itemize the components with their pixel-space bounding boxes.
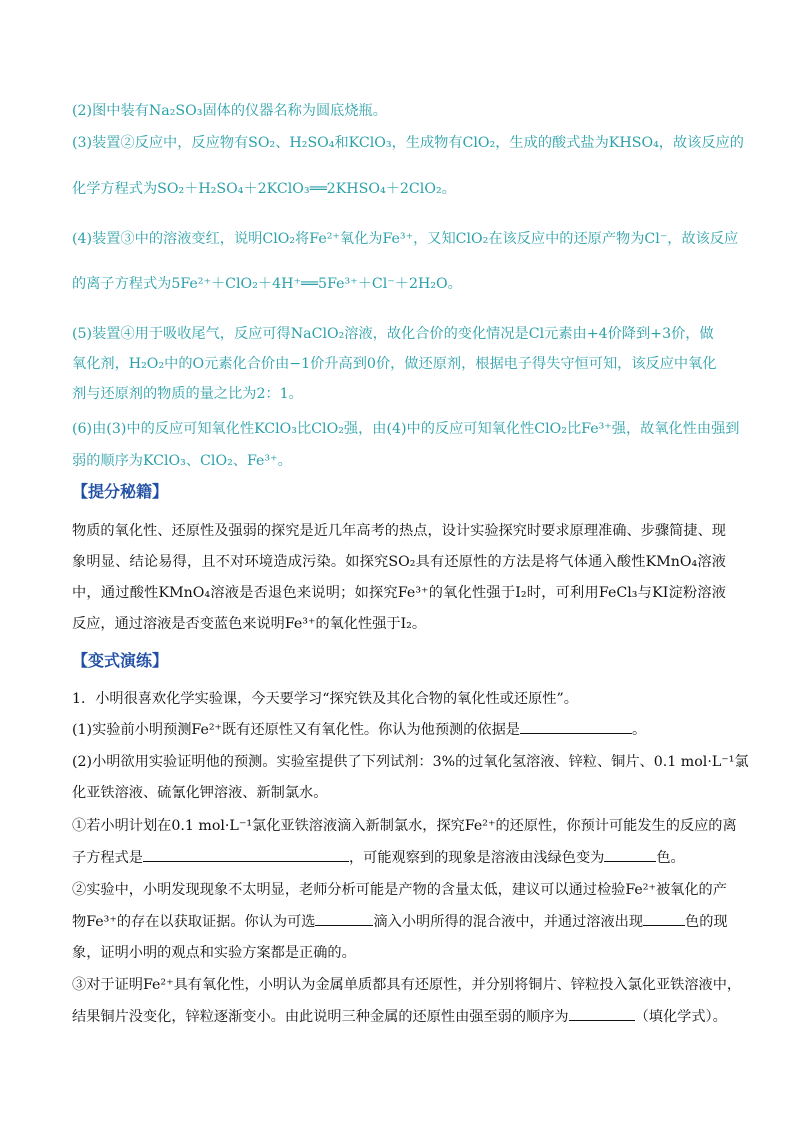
question-1-part-2-line-2: 化亚铁溶液、硫氰化钾溶液、新制氯水。 (72, 785, 328, 801)
answer-part-5: (5)装置④用于吸收尾气，反应可得NaClO₂溶液，故化合价的变化情况是Cl元素由+4价降到+3价，做氧化剂，H₂O₂中的O元素化合价由−1价升高到0价，做还原剂，根据电子得失守恒可知，该反应中氧化剂与还原剂的物质的量之比为2：1。 (72, 326, 717, 402)
tips-heading: 【提分秘籍】 (72, 482, 169, 501)
question-1-sub-2-text-b: 滴入小明所得的混合液中，并通过溶液出现 (373, 914, 644, 930)
question-1-sub-2-line-3: 象，证明小明的观点和实验方案都是正确的。 (72, 945, 356, 961)
question-1-part-1-text: (1)实验前小明预测Fe²⁺既有还原性又有氧化性。你认为他预测的依据是 (72, 722, 520, 738)
question-1-sub-2-text-a: 物Fe³⁺的存在以获取证据。你认为可选 (72, 914, 316, 930)
question-1-sub-1-line-2 (72, 848, 726, 868)
question-1-sub-3-text-b: （填化学式）。 (634, 1009, 727, 1025)
answer-blank-6[interactable] (569, 1020, 635, 1021)
question-1-sub-1-line-1: ①若小明计划在0.1 mol·L⁻¹氯化亚铁溶液滴入新制氯水，探究Fe²⁺的还原性，你预计可能发生的反应的离 (72, 818, 737, 834)
question-1-sub-3-line-1: ③对于证明Fe²⁺具有氧化性，小明认为金属单质都具有还原性，并分别将铜片、锌粒投入氯化亚铁溶液中， (72, 977, 742, 993)
question-1-part-1-end: 。 (632, 722, 647, 738)
question-1-sub-1-text-c: 色。 (656, 850, 685, 866)
answer-blank-4[interactable] (315, 925, 373, 926)
question-1-sub-2-text-c: 色的现 (685, 914, 728, 930)
question-1-part-1 (72, 720, 726, 740)
answer-blank-1[interactable] (520, 733, 632, 734)
question-1-sub-3-line-2 (72, 1007, 726, 1027)
answer-part-3-line-1: (3)装置②反应中，反应物有SO₂、H₂SO₄和KClO₃，生成物有ClO₂，生成的酸式盐为KHSO₄，故该反应的 (72, 135, 744, 151)
answer-part-4-line-1: (4)装置③中的溶液变红，说明ClO₂将Fe²⁺氧化为Fe³⁺，又知ClO₂在该反应中的还原产物为Cl⁻，故该反应 (72, 231, 739, 247)
answer-part-6-line-2: 弱的顺序为KClO₃、ClO₂、Fe³⁺。 (72, 453, 292, 469)
question-1-sub-3-text-a: 结果铜片没变化，锌粒逐渐变小。由此说明三种金属的还原性由强至弱的顺序为 (72, 1009, 569, 1025)
question-1-intro: 1．小明很喜欢化学实验课，今天要学习“探究铁及其化合物的氧化性或还原性”。 (72, 691, 578, 707)
answer-blank-2[interactable] (143, 861, 349, 862)
question-1-sub-2-line-2 (72, 912, 726, 932)
answer-part-2: (2)图中装有Na₂SO₃固体的仪器名称为圆底烧瓶。 (72, 103, 387, 119)
answer-part-4-line-2: 的离子方程式为5Fe²⁺＋ClO₂＋4H⁺══5Fe³⁺＋Cl⁻＋2H₂O。 (72, 276, 462, 292)
answer-part-6-line-1: (6)由(3)中的反应可知氧化性KClO₃比ClO₂强，由(4)中的反应可知氧化性ClO₂比Fe³⁺强，故氧化性由强到 (72, 421, 740, 437)
question-1-sub-2-line-1: ②实验中，小明发现现象不太明显，老师分析可能是产物的含量太低，建议可以通过检验Fe²⁺被氧化的产 (72, 882, 727, 898)
question-1-sub-1-text-a: 子方程式是 (72, 850, 143, 866)
question-1-part-2-line-1: (2)小明欲用实验证明他的预测。实验室提供了下列试剂：3%的过氧化氢溶液、锌粒、铜片、0.1 mol·L⁻¹氯 (72, 754, 749, 770)
answer-blank-3[interactable] (604, 861, 656, 862)
answer-part-3-line-2: 化学方程式为SO₂＋H₂SO₄＋2KClO₃══2KHSO₄＋2ClO₂。 (72, 181, 456, 197)
answer-blank-5[interactable] (643, 925, 685, 926)
tips-paragraph: 物质的氧化性、还原性及强弱的探究是近几年高考的热点，设计实验探究时要求原理准确、步骤简捷、现象明显、结论易得，且不对环境造成污染。如探究SO₂具有还原性的方法是将气体通入酸性KMnO₄溶液中，通过酸性KMnO₄溶液是否退色来说明；如探究Fe³⁺的氧化性强于I₂时，可利用FeCl₃与KI淀粉溶液反应，通过溶液是否变蓝色来说明Fe³⁺的氧化性强于I₂。 (72, 523, 726, 632)
question-1-sub-1-text-b: ，可能观察到的现象是溶液由浅绿色变为 (348, 850, 605, 866)
practice-heading: 【变式演练】 (72, 651, 169, 670)
